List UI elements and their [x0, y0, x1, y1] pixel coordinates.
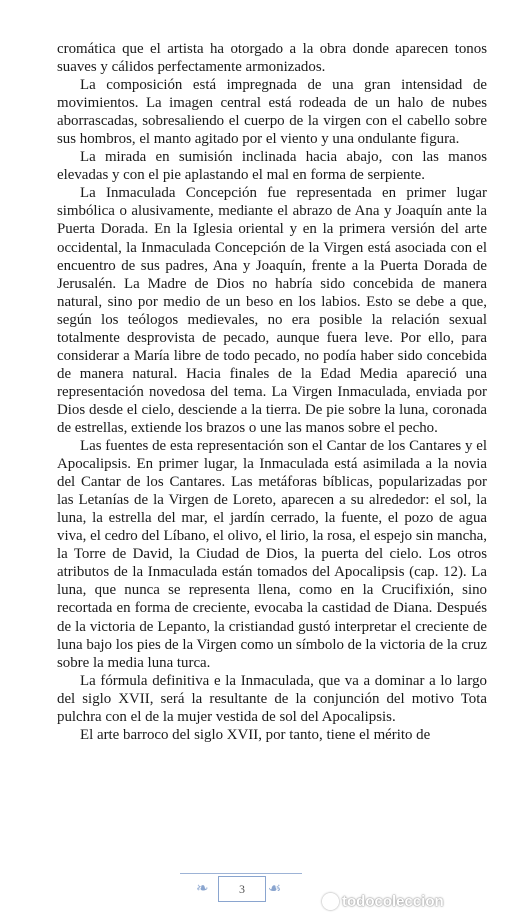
page-number: 3 — [239, 881, 245, 896]
paragraph: El arte barroco del siglo XVII, por tanto, tiene el mérito de — [80, 726, 431, 743]
paragraph: La fórmula definitiva e la Inmaculada, que va a dominar a lo largo del siglo XVII, será la resultante de la conjunción del motivo Tota pulchra con el de la mujer vestida de sol del Apocalipsis. — [57, 672, 487, 725]
paragraph: La mirada en sumisión inclinada hacia abajo, con las manos elevadas y con el pie aplastando el mal en forma de serpiente. — [57, 149, 487, 184]
paragraph: Las fuentes de esta representación son el Cantar de los Cantares y el Apocalipsis. En primer lugar, la Inmaculada está asimilada a la novia del Cantar de los Cantares. Las metáforas bíblicas, popularizadas por las Letanías de la Virgen de Loreto, aparecen a su alrededor: el sol, la luna, la estrella del mar, el jardín cerrado, la fuente, el pozo de agua viva, el cedro del Líbano, el olivo, el lirio, la rosa, el espejo sin mancha, la Torre de David, la Ciudad de Dios, la puerta del cielo. Los otros atributos de la Inmaculada están tomados del Apocalipsis (cap. 12). La luna, que nunca se representa llena, como en la Crucifixión, sino recortada en forma de creciente, evocaba la castidad de Diana. Después de la victoria de Lepanto, la cristiandad gustó interpretar el creciente de luna bajo los pies de la Virgen como un símbolo de la victoria de la cruz sobre la media luna turca. — [57, 438, 487, 671]
document-body — [57, 40, 487, 744]
paragraph: cromática que el artista ha otorgado a la obra donde aparecen tonos suaves y cálidos perfectamente armonizados. — [57, 41, 487, 76]
watermark-logo-icon — [322, 893, 339, 910]
ornament-right-icon: ☙ — [268, 879, 282, 897]
paragraph: La composición está impregnada de una gran intensidad de movimientos. La imagen central está rodeada de un halo de nubes aborrascadas, sobresaliendo el cuerpo de la virgen con el cabello sobre sus hombros, el manto agitado por el viento y una ondulante figura. — [57, 77, 487, 148]
ornament-left-icon: ❧ — [196, 879, 209, 897]
page-number-box — [218, 876, 266, 902]
footer-divider — [180, 873, 302, 874]
watermark — [322, 893, 444, 910]
watermark-text: todocoleccion — [342, 893, 444, 910]
paragraph: La Inmaculada Concepción fue representada en primer lugar simbólica o alusivamente, mediante el abrazo de Ana y Joaquín ante la Puerta Dorada. En la Iglesia oriental y en la primera versión del arte occidental, la Inmaculada Concepción de la Virgen está asociada con el encuentro de sus padres, Ana y Joaquín, frente a la Puerta Dorada de Jerusalén. La Madre de Dios no habría sido concebida de manera natural, sino por medio de un beso en los labios. Esto se debe a que, según los teólogos medievales, no era posible la relación sexual totalmente desprovista de pecado, aunque fuera leve. Por ello, para considerar a María libre de todo pecado, no podía haber sido concebida de manera natural. Hacia finales de la Edad Media apareció una representación novedosa del tema. La Virgen Inmaculada, enviada por Dios desde el cielo, desciende a la tierra. De pie sobre la luna, coronada de estrellas, extiende los brazos o une las manos sobre el pecho. — [57, 185, 487, 436]
